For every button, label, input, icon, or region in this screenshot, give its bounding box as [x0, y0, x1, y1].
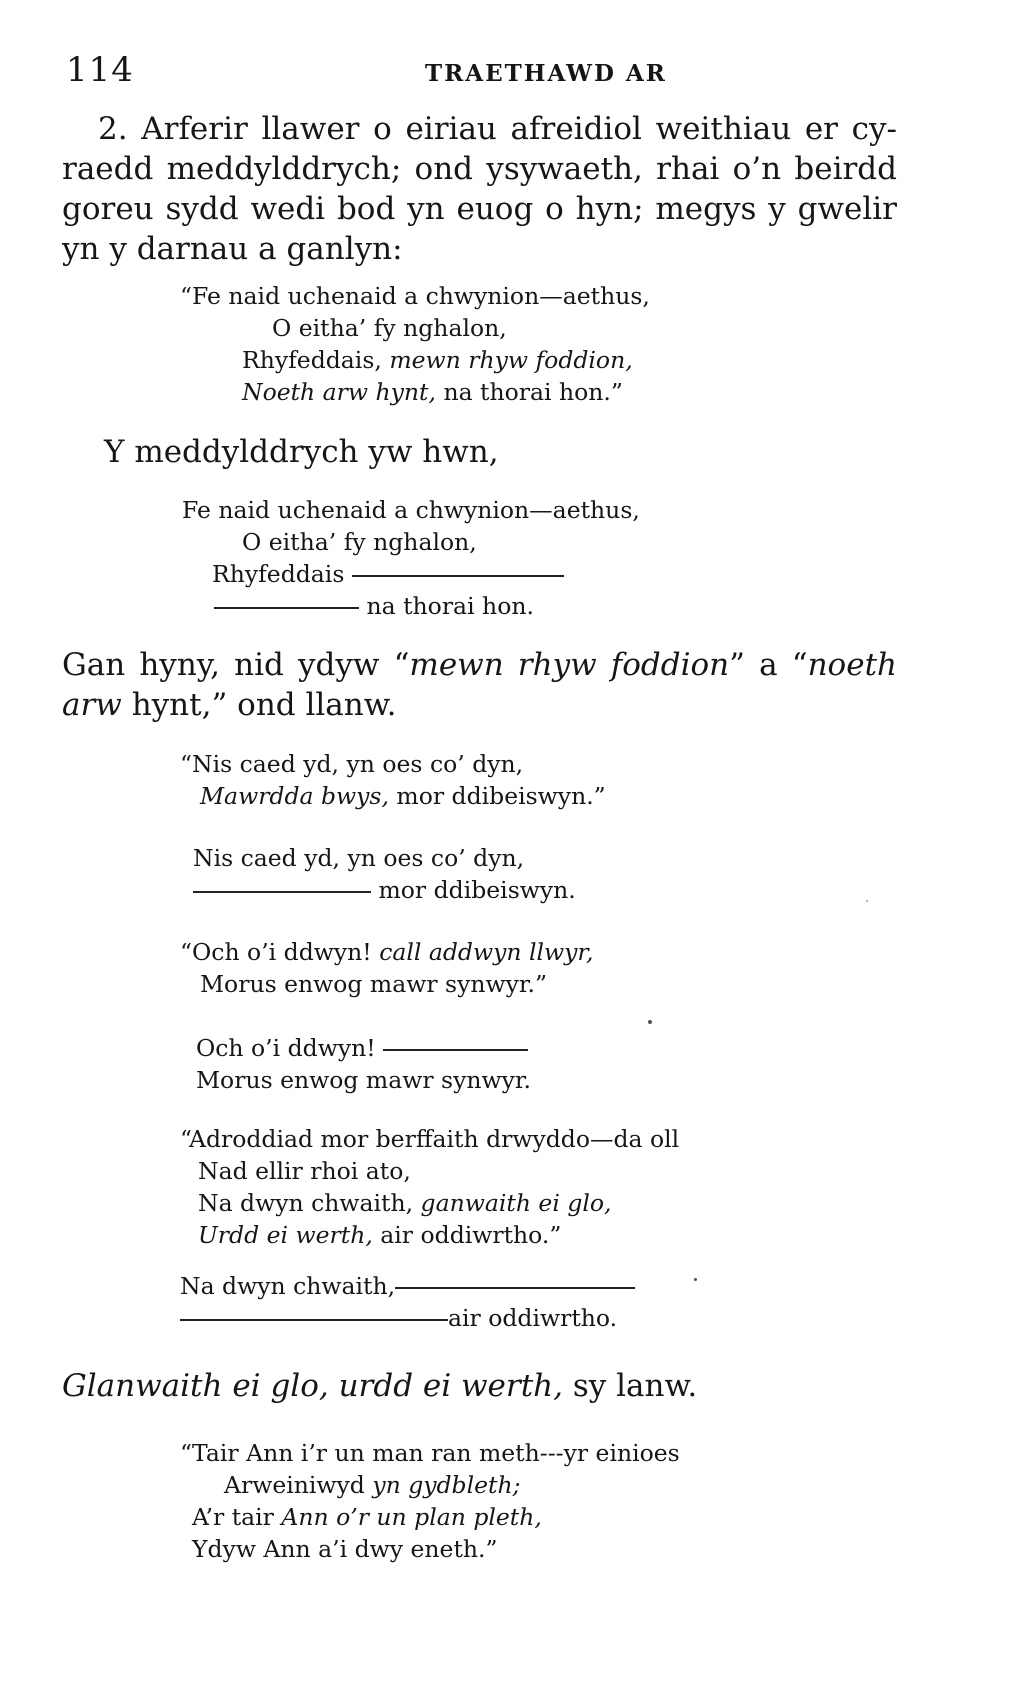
verse-line: Rhyfeddais, mewn rhyw foddion,: [242, 346, 633, 374]
verse-line: O eitha’ fy nghalon,: [272, 314, 507, 342]
verse-line: A’r tair Ann o’r un plan pleth,: [192, 1503, 542, 1531]
conclusion-line: arw hynt,” ond llanw.: [62, 687, 397, 723]
verse-line: “Fe naid uchenaid a chwynion—aethus,: [180, 282, 650, 310]
verse-line: Morus enwog mawr synwyr.”: [200, 970, 548, 998]
quote-couplet-3: [180, 936, 594, 1000]
intro-paragraph: [62, 109, 897, 269]
verse-line: Noeth arw hynt, na thorai hon.”: [242, 378, 623, 406]
verse-line: air oddiwrtho.: [180, 1302, 635, 1334]
verse-line: Rhyfeddais: [182, 558, 640, 590]
verse-line: mor ddibeiswyn.: [193, 874, 576, 906]
print-speck: [694, 1278, 697, 1281]
verse-line: Nad ellir rhoi ato,: [198, 1157, 411, 1185]
intro-line: 2. Arferir llawer o eiriau afreidiol weithiau er cy-: [98, 111, 897, 147]
quote-englyn-5: [180, 1437, 680, 1565]
stripped-verse-2: [193, 842, 576, 906]
intro-line: yn y darnau a ganlyn:: [62, 231, 403, 267]
stripped-verse-1: [182, 494, 640, 622]
print-speck: [866, 900, 868, 902]
running-head: TRAETHAWD AR: [425, 60, 667, 87]
verse-line: “Nis caed yd, yn oes co’ dyn,: [180, 750, 524, 778]
conclusion-paragraph-2: [62, 1366, 697, 1406]
stripped-verse-3: [196, 1032, 531, 1096]
verse-line: “Tair Ann i’r un man ran meth---yr einioes: [180, 1439, 680, 1467]
omission-rule: [395, 1287, 635, 1289]
verse-line: Nis caed yd, yn oes co’ dyn,: [193, 844, 525, 872]
omission-rule: [193, 891, 371, 893]
meaning-label: Y meddylddrych yw hwn,: [104, 434, 499, 470]
verse-line: O eitha’ fy nghalon,: [242, 528, 477, 556]
quote-englyn-1: [180, 280, 650, 408]
verse-line: na thorai hon.: [182, 590, 640, 622]
quote-couplet-2: [180, 748, 606, 812]
page-number: 114: [66, 50, 134, 90]
quote-englyn-4: [180, 1123, 679, 1251]
verse-line: Na dwyn chwaith,: [180, 1270, 635, 1302]
print-speck: [648, 1020, 652, 1024]
omission-rule: [352, 575, 564, 577]
conclusion-line: Gan hyny, nid ydyw “mewn rhyw foddion” a “noeth: [62, 647, 897, 683]
conclusion-line: Glanwaith ei glo, urdd ei werth, sy lanw.: [62, 1368, 698, 1404]
omission-rule: [180, 1319, 448, 1321]
verse-line: Fe naid uchenaid a chwynion—aethus,: [182, 496, 640, 524]
verse-line: “Och o’i ddwyn! call addwyn llwyr,: [180, 938, 594, 966]
verse-line: “Adroddiad mor berffaith drwyddo—da oll: [180, 1125, 680, 1153]
conclusion-paragraph-1: [62, 645, 897, 725]
intro-line: raedd meddylddrych; ond ysywaeth, rhai o’n beirdd: [62, 151, 897, 187]
verse-line: Urdd ei werth, air oddiwrtho.”: [198, 1221, 562, 1249]
stripped-verse-4: [180, 1270, 635, 1334]
omission-rule: [383, 1049, 528, 1051]
intro-line: goreu sydd wedi bod yn euog o hyn; megys y gwelir: [62, 191, 897, 227]
verse-line: Och o’i ddwyn!: [196, 1032, 531, 1064]
verse-line: Morus enwog mawr synwyr.: [196, 1066, 532, 1094]
verse-line: Na dwyn chwaith, ganwaith ei glo,: [198, 1189, 612, 1217]
verse-line: Ydyw Ann a’i dwy eneth.”: [192, 1535, 498, 1563]
verse-line: Arweiniwyd yn gydbleth;: [224, 1471, 521, 1499]
verse-line: Mawrdda bwys, mor ddibeiswyn.”: [200, 782, 606, 810]
omission-rule: [214, 607, 359, 609]
